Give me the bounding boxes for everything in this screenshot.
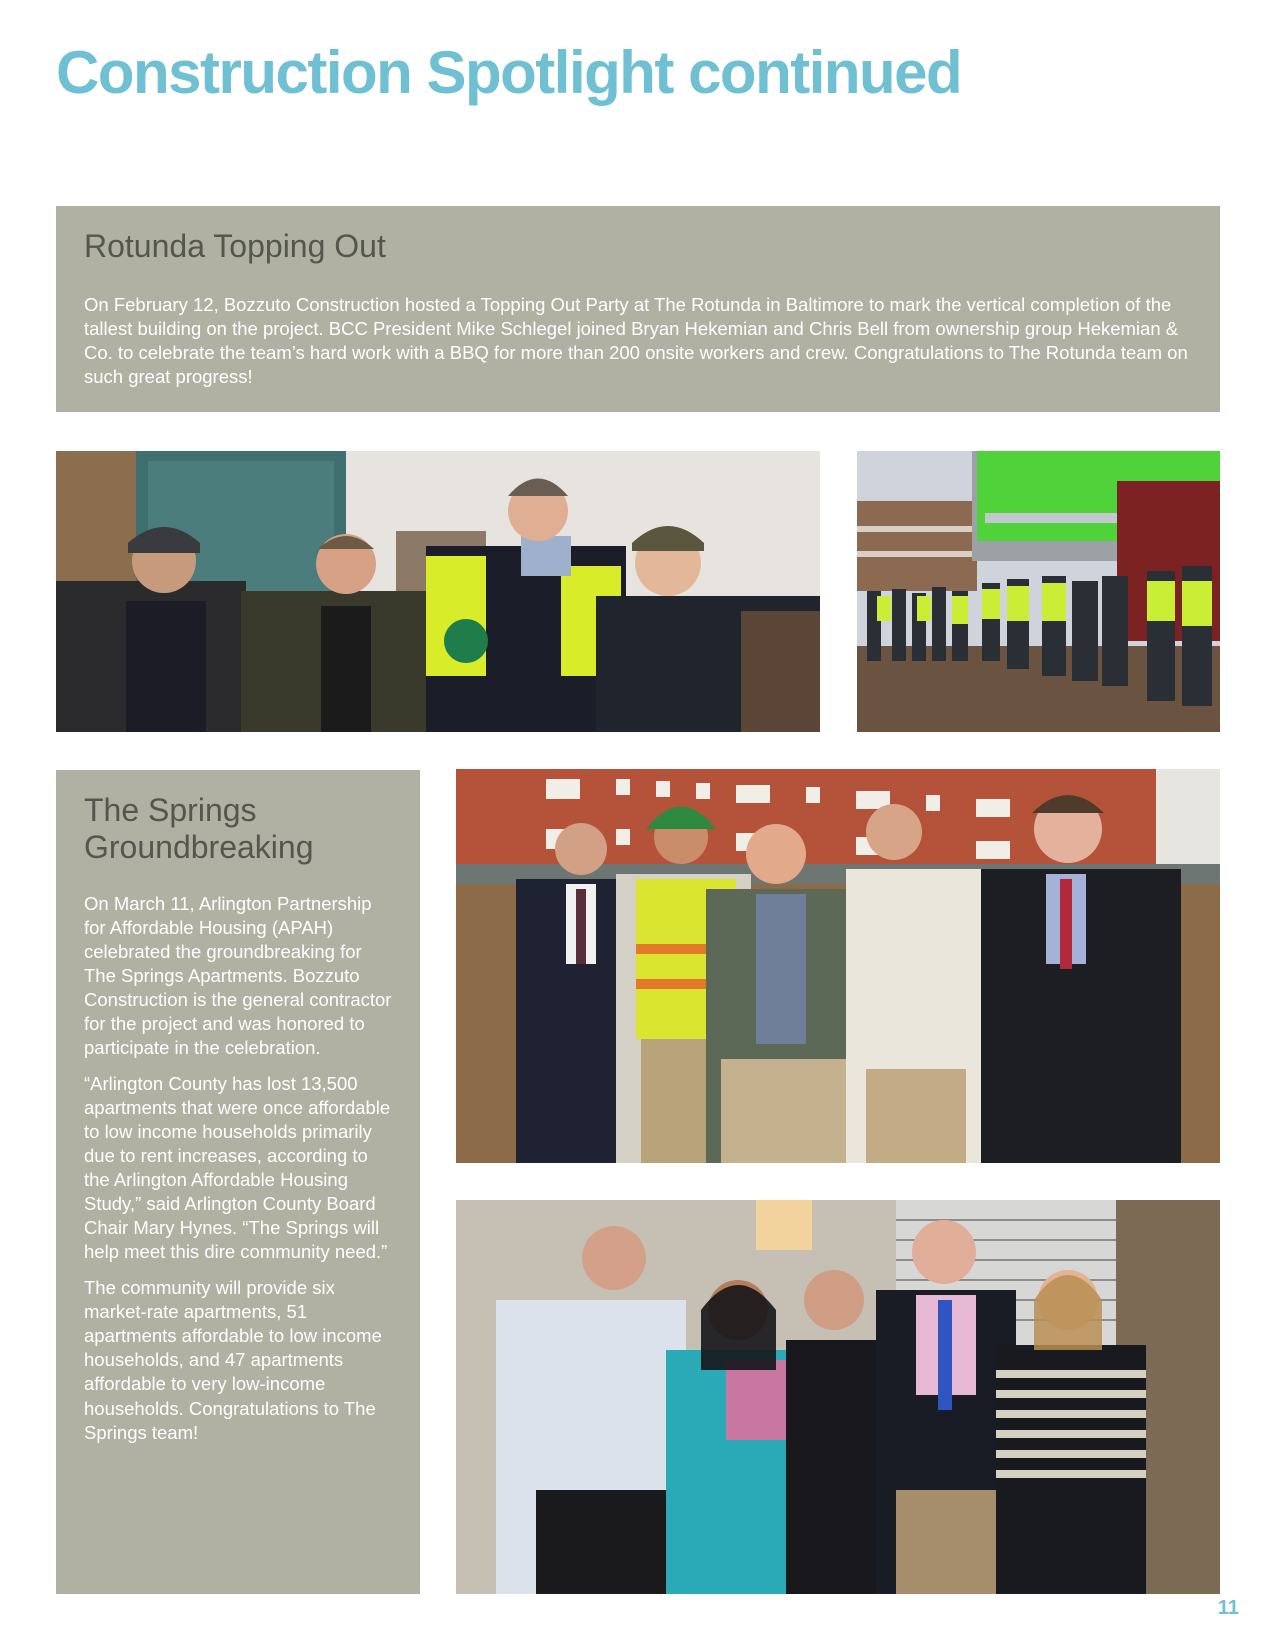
springs-quote-paragraph: “Arlington County has lost 13,500 apartments that were once affordable to low income households primarily due to rent increases, according to the Arlington Affordable Housing Study,” said Arlington County Board Chair Mary Hynes. “The Springs will help meet this dire community need.” bbox=[84, 1072, 391, 1263]
page-title: Construction Spotlight continued bbox=[56, 39, 962, 106]
rotunda-heading: Rotunda Topping Out bbox=[84, 228, 386, 264]
springs-paragraph: On March 11, Arlington Partnership for Affordable Housing (APAH) celebrated the groundbreaking for The Springs Apartments. Bozzuto Construction is the general contractor for the project and was honored to participate in the celebration. bbox=[84, 892, 392, 1058]
rotunda-topping-out-panel bbox=[56, 206, 1220, 412]
springs-paragraph: The community will provide six market-rate apartments, 51 apartments affordable to low income households, and 47 apartments affordable to very low-income households. Congratulations to The Springs team! bbox=[84, 1277, 382, 1443]
rotunda-crew-photo bbox=[857, 451, 1220, 732]
page-number: 11 bbox=[1217, 1597, 1239, 1619]
springs-celebration-photo bbox=[456, 1200, 1220, 1594]
rotunda-body: On February 12, Bozzuto Construction hosted a Topping Out Party at The Rotunda in Baltimore to mark the vertical completion of the tallest building on the project. BCC President Mike Schlegel joined Bryan Hekemian and Chris Bell from ownership group Hekemian & Co. to celebrate the team’s hard work with a BBQ for more than 200 onsite workers and crew. Congratulations to The Rotunda team on such great progress! bbox=[84, 293, 1188, 387]
springs-groundbreaking-panel bbox=[56, 770, 420, 1594]
springs-heading-line1: The Springs bbox=[84, 792, 257, 828]
springs-heading-line2: Groundbreaking bbox=[84, 828, 314, 865]
springs-heading bbox=[84, 792, 392, 866]
rotunda-group-photo bbox=[56, 451, 820, 732]
springs-groundbreaking-photo bbox=[456, 769, 1220, 1163]
